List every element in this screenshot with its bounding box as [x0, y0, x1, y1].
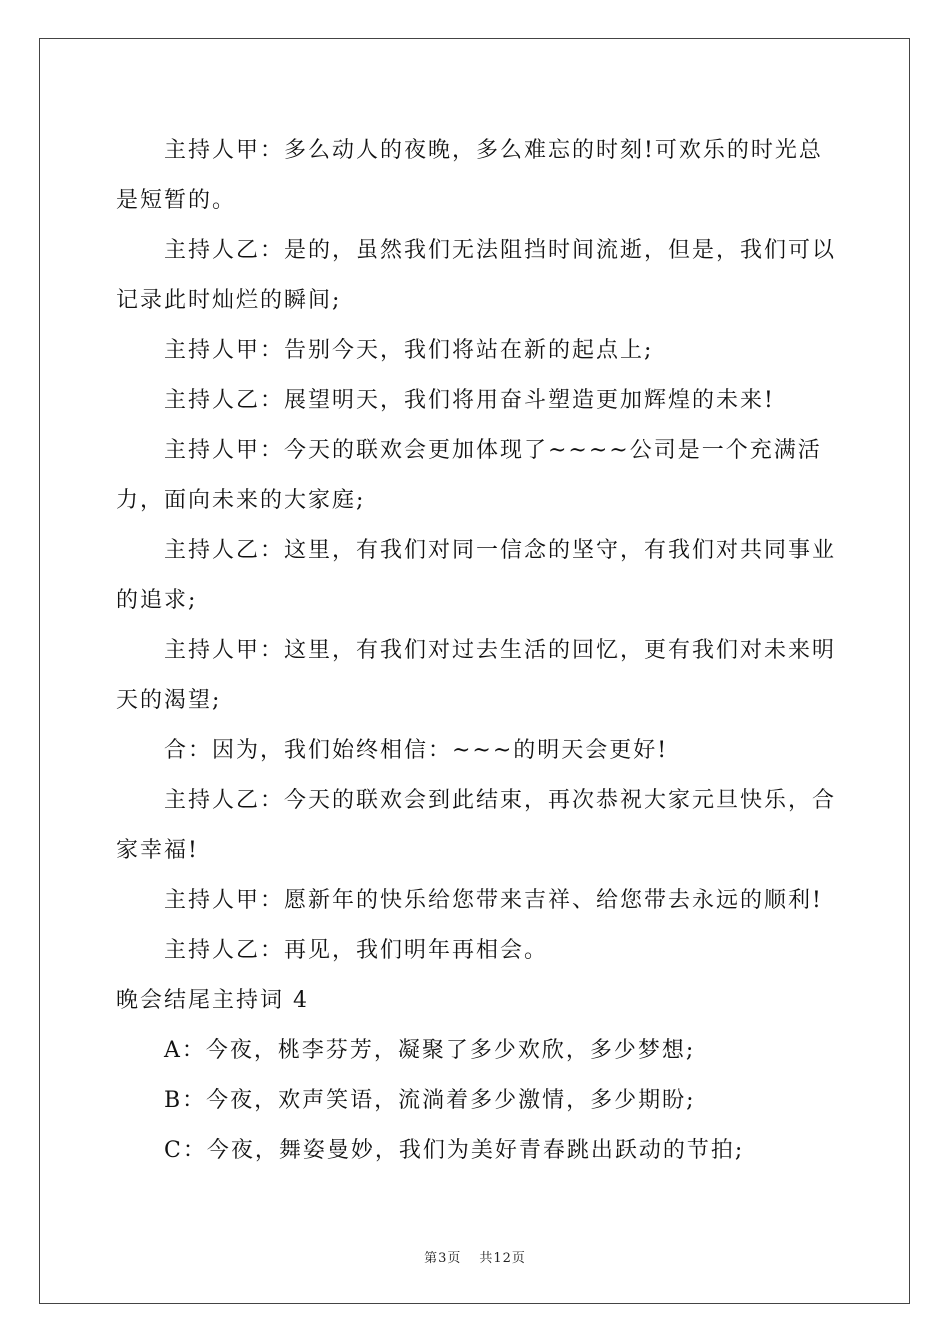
section-heading: 晚会结尾主持词 4	[116, 988, 309, 1013]
paragraph: 合：因为，我们始终相信：~~~的明天会更好!	[164, 738, 669, 763]
paragraph: 主持人乙：今天的联欢会到此结束，再次恭祝大家元旦快乐，合家幸福!	[116, 788, 837, 863]
paragraph: 主持人乙：再见，我们明年再相会。	[164, 938, 549, 963]
page-total: 共12页	[479, 1251, 526, 1266]
paragraph: C：今夜，舞姿曼妙，我们为美好青春跳出跃动的节拍;	[164, 1138, 745, 1163]
paragraph: A：今夜，桃李芬芳，凝聚了多少欢欣，多少梦想;	[164, 1038, 696, 1063]
paragraph: 主持人乙：是的，虽然我们无法阻挡时间流逝，但是，我们可以记录此时灿烂的瞬间;	[116, 238, 837, 313]
page-number: 第3页	[424, 1251, 462, 1266]
paragraph: 主持人乙：这里，有我们对同一信念的坚守，有我们对共同事业的追求;	[116, 538, 837, 613]
paragraph: 主持人甲：这里，有我们对过去生活的回忆，更有我们对未来明天的渴望;	[116, 638, 837, 713]
paragraph: B：今夜，欢声笑语，流淌着多少激情，多少期盼;	[164, 1088, 696, 1113]
page-footer	[0, 1247, 950, 1266]
paragraph: 主持人甲：多么动人的夜晚，多么难忘的时刻!可欢乐的时光总是短暂的。	[116, 138, 823, 213]
paragraph: 主持人甲：今天的联欢会更加体现了~~~~公司是一个充满活力，面向未来的大家庭;	[116, 438, 822, 513]
paragraph: 主持人甲：愿新年的快乐给您带来吉祥、给您带去永远的顺利!	[164, 888, 823, 913]
document-body	[116, 126, 836, 1176]
paragraph: 主持人乙：展望明天，我们将用奋斗塑造更加辉煌的未来!	[164, 388, 775, 413]
paragraph: 主持人甲：告别今天，我们将站在新的起点上;	[164, 338, 654, 363]
